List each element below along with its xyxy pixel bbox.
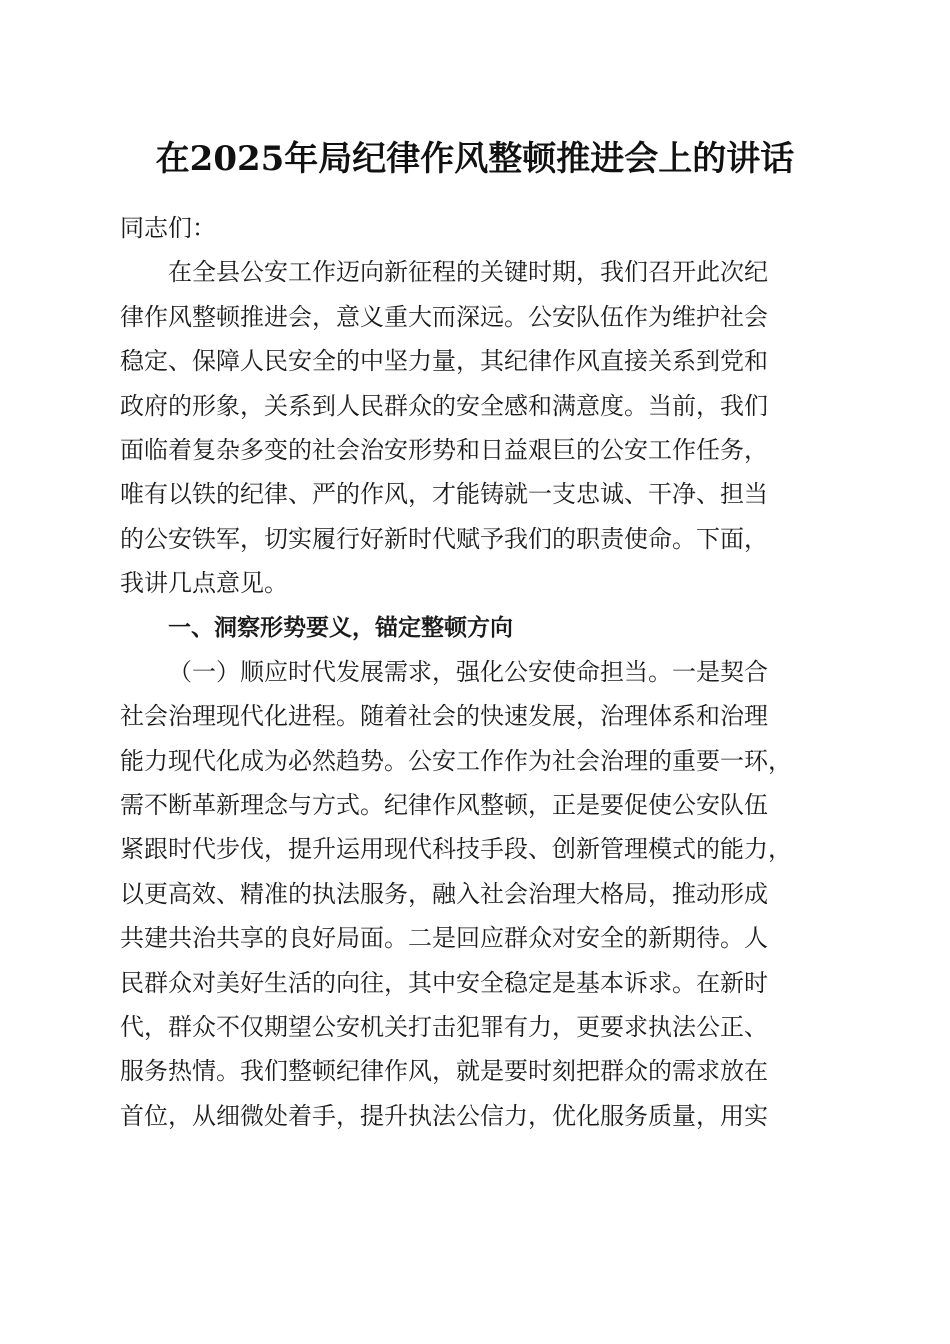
paragraph-line: 的公安铁军，切实履行好新时代赋予我们的职责使命。下面， (120, 524, 768, 553)
paragraph-line: 民群众对美好生活的向往，其中安全稳定是基本诉求。在新时 (120, 968, 768, 997)
paragraph-line: 共建共治共享的良好局面。二是回应群众对安全的新期待。人 (120, 924, 768, 953)
paragraph-line (120, 650, 830, 694)
paragraph-line: 需不断革新理念与方式。纪律作风整顿，正是要促使公安队伍 (120, 791, 768, 820)
paragraph-line: 面临着复杂多变的社会治安形势和日益艰巨的公安工作任务， (120, 435, 768, 464)
paragraph-line: 能力现代化成为必然趋势。公安工作作为社会治理的重要一环， (120, 746, 792, 775)
intro-paragraph (120, 250, 830, 605)
subsection-paragraph (120, 650, 830, 1138)
paragraph-line: 稳定、保障人民安全的中坚力量，其纪律作风直接关系到党和 (120, 347, 768, 376)
paragraph-line: 代，群众不仅期望公安机关打击犯罪有力，更要求执法公正、 (120, 1013, 768, 1042)
paragraph-line: 社会治理现代化进程。随着社会的快速发展，治理体系和治理 (120, 702, 768, 731)
document-title: 在2025年局纪律作风整顿推进会上的讲话 (155, 139, 795, 179)
paragraph-line: 律作风整顿推进会，意义重大而深远。公安队伍作为维护社会 (120, 302, 768, 331)
paragraph-line: 紧跟时代步伐，提升运用现代科技手段、创新管理模式的能力， (120, 835, 792, 864)
paragraph-line: 我讲几点意见。 (120, 569, 288, 598)
paragraph-line: 政府的形象，关系到人民群众的安全感和满意度。当前，我们 (120, 391, 768, 420)
subsection-lead-rest: 一是契合 (672, 657, 768, 686)
salutation: 同志们： (120, 214, 216, 242)
paragraph-line: 服务热情。我们整顿纪律作风，就是要时刻把群众的需求放在 (120, 1057, 768, 1086)
section-heading: 一、洞察形势要义，锚定整顿方向 (168, 614, 513, 641)
paragraph-line: 唯有以铁的纪律、严的作风，才能铸就一支忠诚、干净、担当 (120, 480, 768, 509)
paragraph-line: 首位，从细微处着手，提升执法公信力，优化服务质量，用实 (120, 1101, 768, 1130)
paragraph-line: 以更高效、精准的执法服务，融入社会治理大格局，推动形成 (120, 879, 768, 908)
document-body (120, 206, 830, 1138)
paragraph-line: 在全县公安工作迈向新征程的关键时期，我们召开此次纪 (168, 258, 768, 287)
subsection-lead: （一）顺应时代发展需求，强化公安使命担当。 (168, 657, 672, 686)
